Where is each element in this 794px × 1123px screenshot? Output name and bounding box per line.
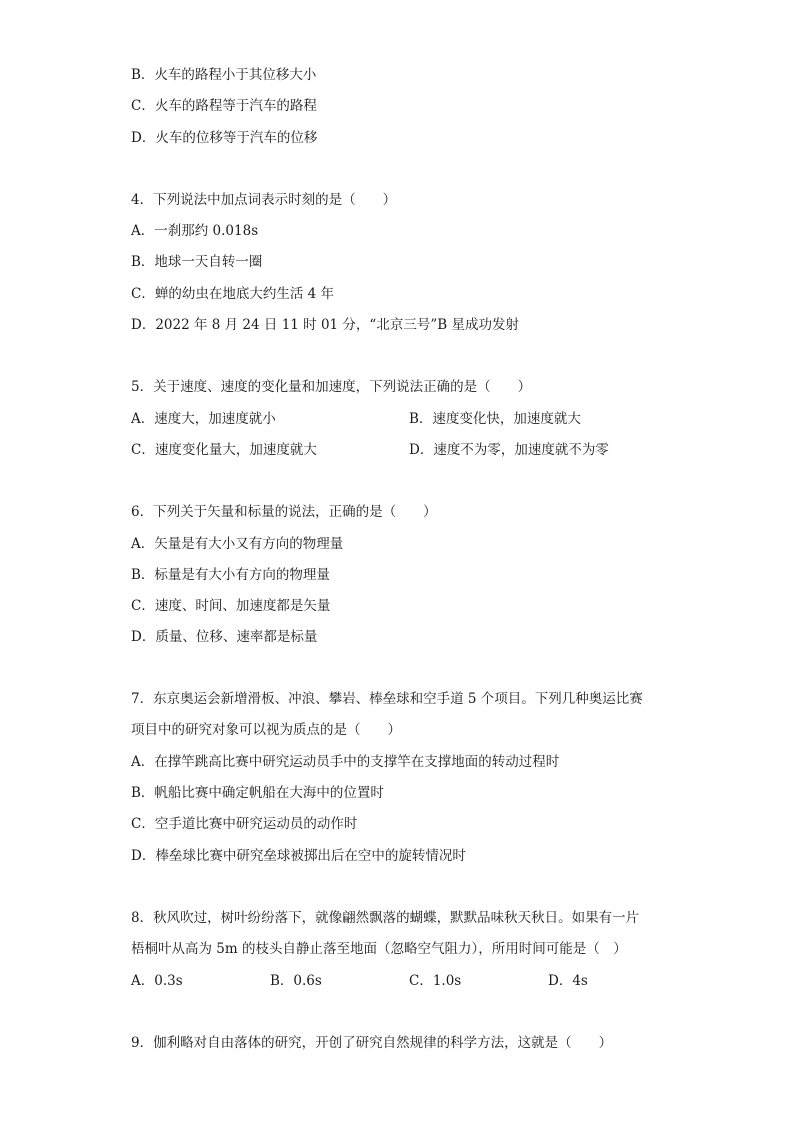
q7-option-b: B．帆船比赛中确定帆船在大海中的位置时 bbox=[131, 785, 384, 801]
q5-option-d: D．速度不为零，加速度就不为零 bbox=[409, 442, 609, 458]
q6-option-c: C．速度、时间、加速度都是矢量 bbox=[131, 598, 331, 614]
q4-option-a: A．一刹那约 0.018s bbox=[131, 223, 259, 239]
q8-stem-line1: 8．秋风吹过，树叶纷纷落下，就像翩然飘落的蝴蝶，默默品味秋天秋日。如果有一片 bbox=[131, 910, 640, 926]
q6-option-a: A．矢量是有大小又有方向的物理量 bbox=[131, 536, 344, 552]
q6-option-b: B．标量是有大小有方向的物理量 bbox=[131, 567, 330, 583]
q4-stem: 4．下列说法中加点词表示时刻的是（ ） bbox=[131, 192, 397, 208]
q5-option-a: A．速度大，加速度就小 bbox=[131, 411, 276, 427]
q8-option-b: B．0.6s bbox=[270, 973, 322, 989]
q7-option-a: A．在撑竿跳高比赛中研究运动员手中的支撑竿在支撑地面的转动过程时 bbox=[131, 754, 560, 770]
q8-option-d: D．4s bbox=[548, 973, 588, 989]
q7-option-c: C．空手道比赛中研究运动员的动作时 bbox=[131, 816, 358, 832]
q7-stem-line2: 项目中的研究对象可以视为质点的是（ ） bbox=[131, 722, 401, 738]
q4-option-c: C．蝉的幼虫在地底大约生活 4 年 bbox=[131, 286, 335, 302]
q6-stem: 6．下列关于矢量和标量的说法，正确的是（ ） bbox=[131, 504, 437, 520]
q7-option-d: D．棒垒球比赛中研究垒球被掷出后在空中的旋转情况时 bbox=[131, 848, 466, 864]
q5-stem: 5．关于速度、速度的变化量和加速度，下列说法正确的是（ ） bbox=[131, 379, 532, 395]
q8-option-a: A．0.3s bbox=[131, 973, 183, 989]
q5-option-c: C．速度变化量大，加速度就大 bbox=[131, 442, 317, 458]
q8-option-c: C．1.0s bbox=[409, 973, 462, 989]
q5-option-b: B．速度变化快，加速度就大 bbox=[409, 411, 581, 427]
q3-option-c: C．火车的路程等于汽车的路程 bbox=[131, 98, 317, 114]
q3-option-d: D．火车的位移等于汽车的位移 bbox=[131, 130, 318, 146]
q4-option-d: D．2022 年 8 月 24 日 11 时 01 分，“北京三号”B 星成功发射 bbox=[131, 317, 519, 333]
q8-stem-line2: 梧桐叶从高为 5m 的枝头自静止落至地面（忽略空气阻力），所用时间可能是（ ） bbox=[131, 941, 627, 957]
q9-stem: 9．伽利略对自由落体的研究，开创了研究自然规律的科学方法，这就是（ ） bbox=[131, 1035, 613, 1051]
q6-option-d: D．质量、位移、速率都是标量 bbox=[131, 629, 318, 645]
q4-option-b: B．地球一天自转一圈 bbox=[131, 254, 263, 270]
q3-option-b: B．火车的路程小于其位移大小 bbox=[131, 67, 317, 83]
q7-stem-line1: 7．东京奥运会新增滑板、冲浪、攀岩、棒垒球和空手道 5 个项目。下列几种奥运比赛 bbox=[131, 691, 643, 707]
